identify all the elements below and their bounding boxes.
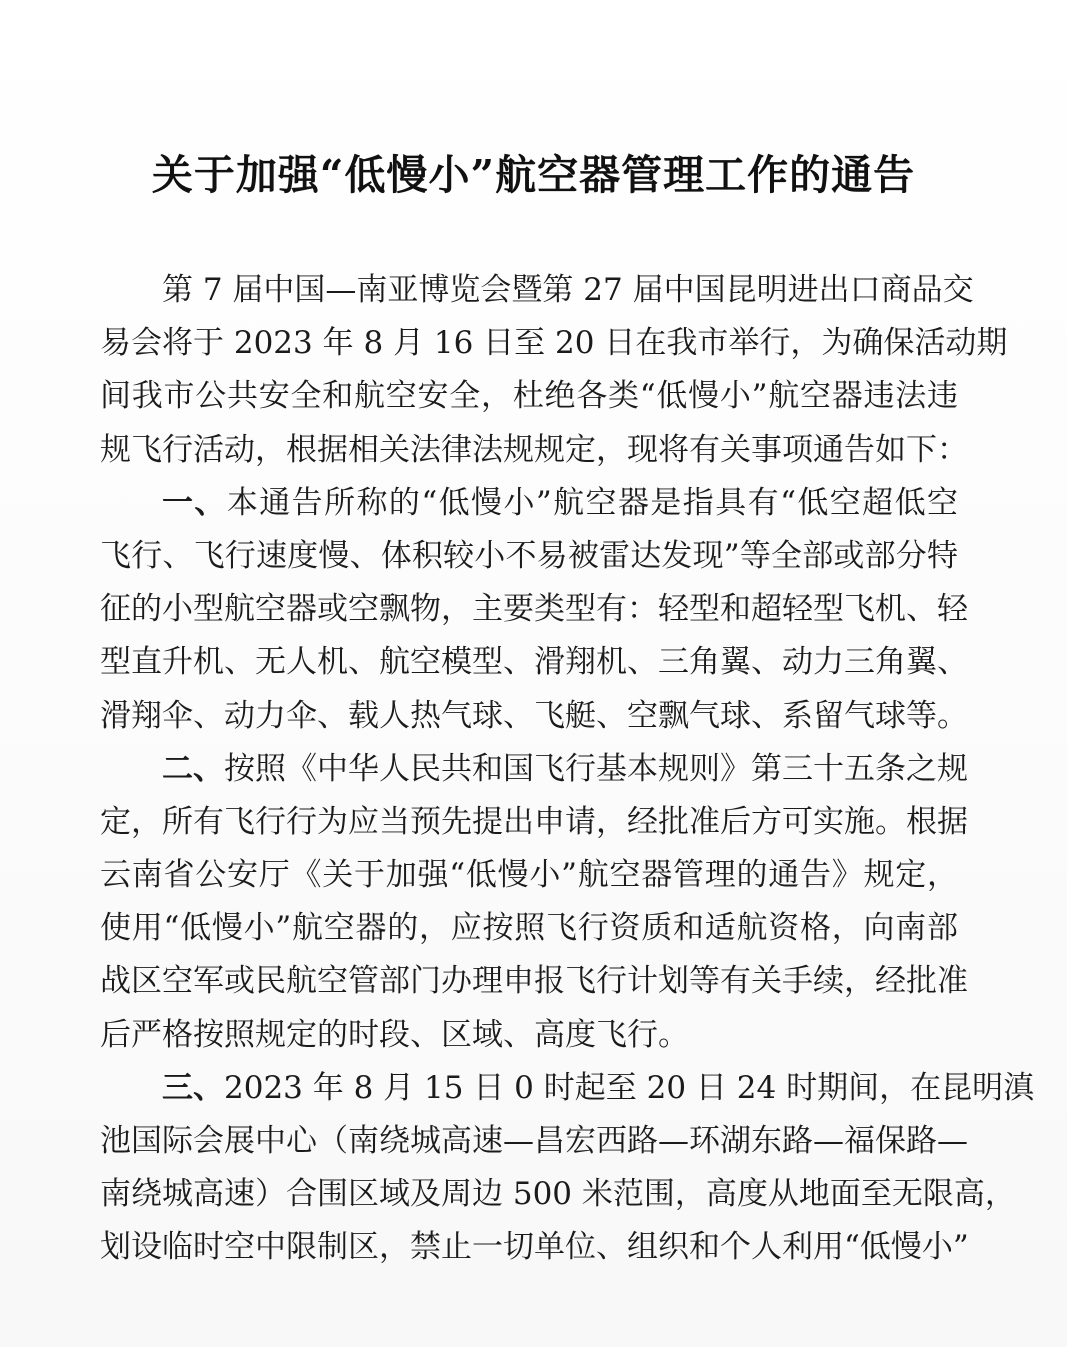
- text-line: 征的小型航空器或空飘物，主要类型有：轻型和超轻型飞机、轻: [100, 591, 968, 628]
- paragraph-section-2: [100, 743, 968, 1062]
- text-line: 易会将于 2023 年 8 月 16 日至 20 日在我市举行，为确保活动期: [100, 325, 1008, 362]
- text-line: 后严格按照规定的时段、区域、高度飞行。: [100, 1016, 689, 1053]
- section-number: 二、: [162, 750, 224, 787]
- section-number: 一、: [162, 484, 227, 521]
- document-body: [100, 264, 1035, 1275]
- text-line: 定，所有飞行行为应当预先提出申请，经批准后方可实施。根据: [100, 803, 968, 840]
- text-line: 滑翔伞、动力伞、载人热气球、飞艇、空飘气球、系留气球等。: [100, 697, 968, 734]
- text-line: [100, 1062, 1035, 1115]
- text-line: 间我市公共安全和航空安全，杜绝各类“低慢小”航空器违法违: [100, 378, 958, 415]
- paragraph-intro: [100, 264, 1008, 477]
- paragraph-section-3: [100, 1062, 1035, 1275]
- text-line: 南绕城高速）合围区域及周边 500 米范围，高度从地面至无限高，: [100, 1176, 1016, 1213]
- text-line: 第 7 届中国—南亚博览会暨第 27 届中国昆明进出口商品交: [162, 272, 974, 308]
- text-line: 战区空军或民航空管部门办理申报飞行计划等有关手续，经批准: [100, 963, 968, 1000]
- text-line: 池国际会展中心（南绕城高速—昌宏西路—环湖东路—福保路—: [100, 1123, 968, 1159]
- section-text: 2023 年 8 月 15 日 0 时起至 20 日 24 时期间，在昆明滇: [224, 1069, 1035, 1106]
- document-title: 关于加强“低慢小”航空器管理工作的通告: [151, 151, 916, 199]
- text-line: [100, 743, 968, 796]
- text-line: 使用“低慢小”航空器的，应按照飞行资质和适航资格，向南部: [100, 910, 958, 947]
- paragraph-section-1: [100, 477, 968, 743]
- section-number: 三、: [162, 1069, 224, 1106]
- text-line: [100, 477, 958, 530]
- text-line: 云南省公安厅《关于加强“低慢小”航空器管理的通告》规定，: [100, 857, 958, 894]
- text-line: 型直升机、无人机、航空模型、滑翔机、三角翼、动力三角翼、: [100, 644, 968, 681]
- text-line: 飞行、飞行速度慢、体积较小不易被雷达发现”等全部或部分特: [100, 537, 958, 574]
- text-line: 划设临时空中限制区，禁止一切单位、组织和个人利用“低慢小”: [100, 1229, 969, 1266]
- section-text: 按照《中华人民共和国飞行基本规则》第三十五条之规: [224, 750, 968, 787]
- text-line: 规飞行活动，根据相关法律法规规定，现将有关事项通告如下：: [100, 431, 968, 468]
- section-text: 本通告所称的“低慢小”航空器是指具有“低空超低空: [226, 484, 959, 521]
